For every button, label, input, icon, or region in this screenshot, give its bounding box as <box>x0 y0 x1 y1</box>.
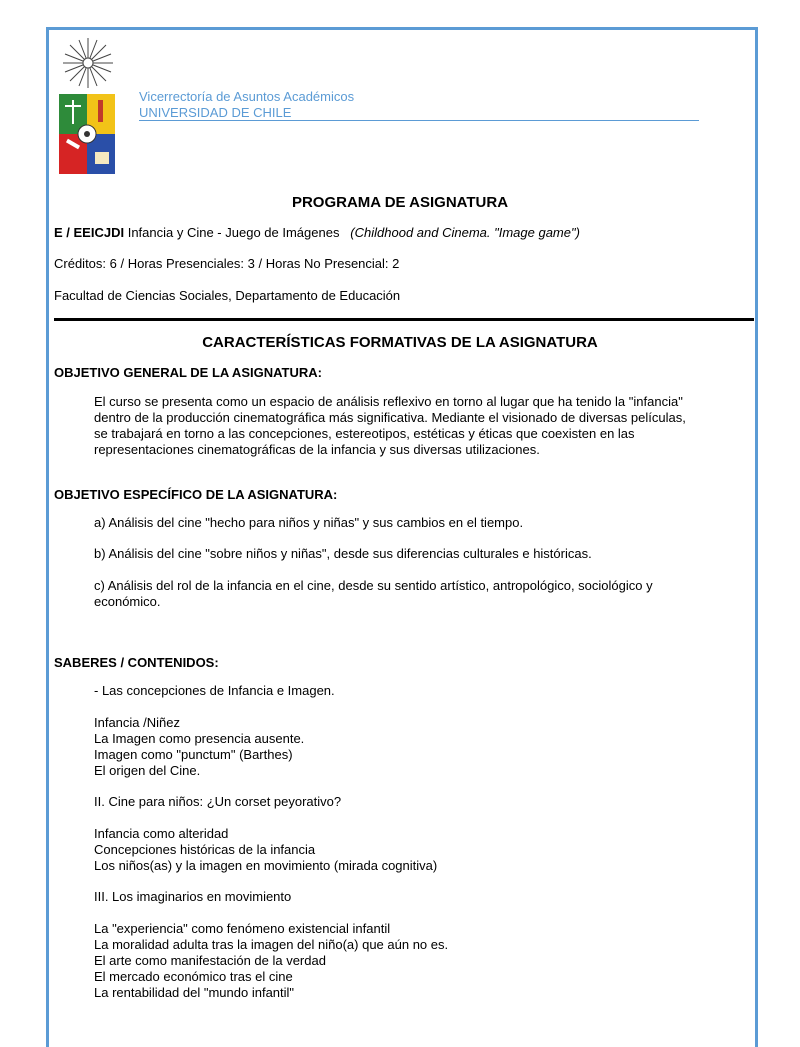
credits-line: Créditos: 6 / Horas Presenciales: 3 / Horas No Presencial: 2 <box>54 256 400 271</box>
course-line <box>54 225 580 241</box>
list-item: La "experiencia" como fenómeno existencial infantil <box>94 921 391 936</box>
list-item: El origen del Cine. <box>94 763 201 778</box>
list-item: Concepciones históricas de la infancia <box>94 842 316 857</box>
general-objective-line: dentro de la producción cinematográfica más significativa. Mediante el visionado de diversas películas, <box>94 410 686 425</box>
list-item: Los niños(as) y la imagen en movimiento (mirada cognitiva) <box>94 858 438 873</box>
specific-objective-c-cont: económico. <box>94 594 161 609</box>
list-item: Infancia /Niñez <box>94 715 180 730</box>
contents-heading: SABERES / CONTENIDOS: <box>54 655 219 670</box>
specific-objective-heading: OBJETIVO ESPECÍFICO DE LA ASIGNATURA: <box>54 487 338 502</box>
general-objective-heading: OBJETIVO GENERAL DE LA ASIGNATURA: <box>54 365 322 380</box>
specific-objective-c: c) Análisis del rol de la infancia en el cine, desde su sentido artístico, antropológico, sociológico y <box>94 578 653 593</box>
faculty-line: Facultad de Ciencias Sociales, Departamento de Educación <box>54 288 401 303</box>
header-institution <box>139 89 354 121</box>
list-item: La Imagen como presencia ausente. <box>94 731 305 746</box>
contents-section-3-title: III. Los imaginarios en movimiento <box>94 889 292 904</box>
header-office: Vicerrectoría de Asuntos Académicos <box>139 89 355 104</box>
header-divider <box>139 120 699 121</box>
university-crest-logo <box>58 36 118 176</box>
general-objective-line: representaciones cinematográficas de la infancia y sus diversas utilizaciones. <box>94 442 540 457</box>
list-item: El arte como manifestación de la verdad <box>94 953 326 968</box>
list-item: La rentabilidad del "mundo infantil" <box>94 985 295 1000</box>
program-title: PROGRAMA DE ASIGNATURA <box>291 194 509 211</box>
contents-section-2-title: II. Cine para niños: ¿Un corset peyorativo? <box>94 794 342 809</box>
list-item: Infancia como alteridad <box>94 826 229 841</box>
specific-objective-b: b) Análisis del cine "sobre niños y niñas", desde sus diferencias culturales e históricas. <box>94 546 592 561</box>
section-divider <box>54 318 754 321</box>
header-university: UNIVERSIDAD DE CHILE <box>139 105 292 120</box>
course-name: Infancia y Cine - Juego de Imágenes <box>127 225 340 240</box>
list-item: Imagen como "punctum" (Barthes) <box>94 747 293 762</box>
list-item: El mercado económico tras el cine <box>94 969 293 984</box>
general-objective-line: se trabajará en torno a las concepciones, estereotipos, estéticas y éticas que coexisten en las <box>94 426 635 441</box>
course-english-name: (Childhood and Cinema. "Image game") <box>350 225 580 240</box>
characteristics-title: CARACTERÍSTICAS FORMATIVAS DE LA ASIGNATURA <box>202 334 598 351</box>
specific-objective-a: a) Análisis del cine "hecho para niños y niñas" y sus cambios en el tiempo. <box>94 515 524 530</box>
general-objective-line: El curso se presenta como un espacio de análisis reflexivo en torno al lugar que ha tenido la "infancia" <box>94 394 683 409</box>
contents-section-1-title: - Las concepciones de Infancia e Imagen. <box>94 683 335 698</box>
course-code: E / EEICJDI <box>54 225 125 240</box>
list-item: La moralidad adulta tras la imagen del niño(a) que aún no es. <box>94 937 449 952</box>
